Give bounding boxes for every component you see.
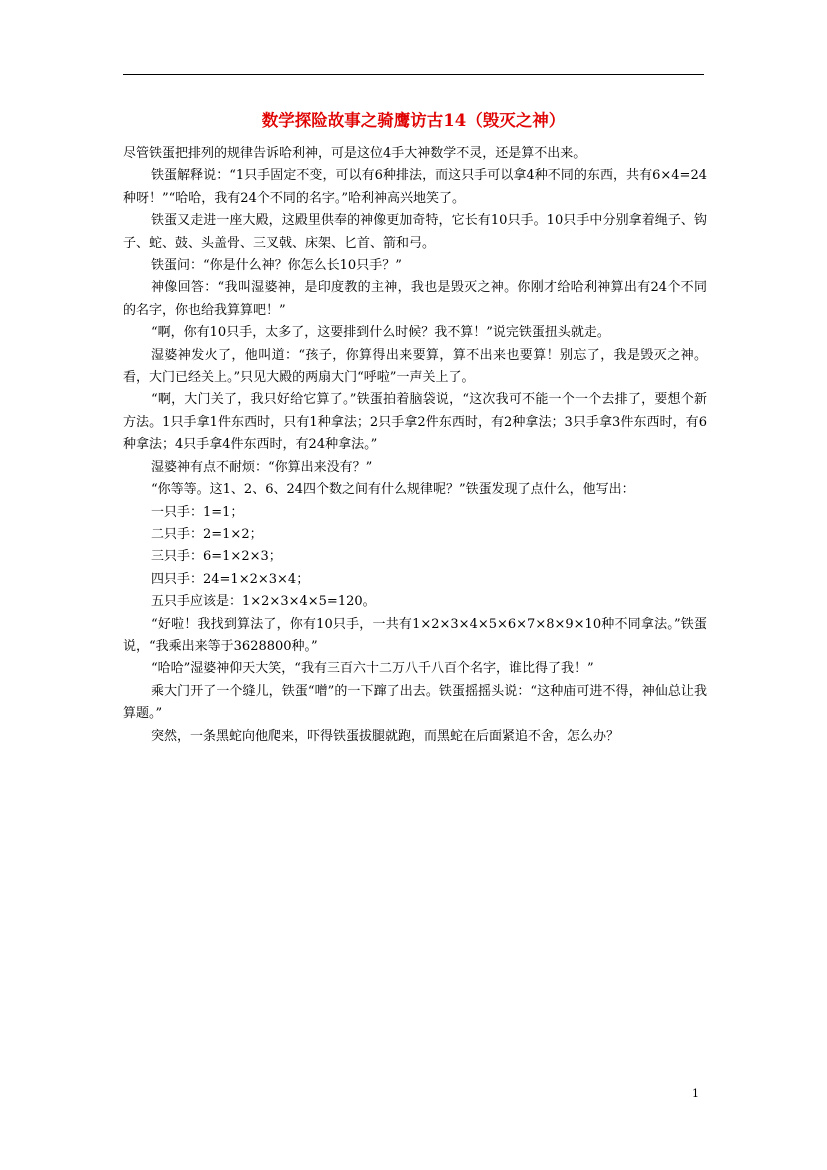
formula-line: 五只手应该是：1×2×3×4×5=120。 [151,594,376,610]
document-body [123,143,707,748]
paragraph: 铁蛋解释说：“1只手固定不变，可以有6种排法，而这只手可以拿4种不同的东西，共有6×4=24种呀！”“哈哈，我有24个不同的名字。”哈利神高兴地笑了。 [123,168,707,206]
paragraph: 铁蛋又走进一座大殿，这殿里供奉的神像更加奇特，它长有10只手。10只手中分别拿着绳子、钩子、蛇、鼓、头盖骨、三叉戟、床架、匕首、箭和弓。 [123,213,707,251]
paragraph: 神像回答：“我叫湿婆神，是印度教的主神，我也是毁灭之神。你刚才给哈利神算出有24个不同的名字，你也给我算算吧！” [123,280,707,318]
paragraph: “啊，大门关了，我只好给它算了。”铁蛋拍着脑袋说，“这次我可不能一个一个去排了，要想个新方法。1只手拿1件东西时，只有1种拿法；2只手拿2件东西时，有2种拿法；3只手拿3件东西时，有6种拿法；4只手拿4件东西时，有24种拿法。” [123,392,707,453]
paragraph: 尽管铁蛋把排列的规律告诉哈利神，可是这位4手大神数学不灵，还是算不出来。 [123,146,587,161]
paragraph: “啊，你有10只手，太多了，这要排到什么时候？我不算！”说完铁蛋扭头就走。 [151,325,610,341]
paragraph: “哈哈”湿婆神仰天大笑，“我有三百六十二万八千八百个名字，谁比得了我！” [151,661,594,677]
page-number: 1 [692,1087,699,1100]
paragraph: “好啦！我找到算法了，你有10只手，一共有1×2×3×4×5×6×7×8×9×10种不同拿法。”铁蛋说，“我乘出来等于3628800种。” [123,616,707,654]
paragraph: 突然，一条黑蛇向他爬来，吓得铁蛋拔腿就跑，而黑蛇在后面紧追不舍，怎么办？ [151,728,620,744]
paragraph: 乘大门开了一个缝儿，铁蛋“噌”的一下蹿了出去。铁蛋摇摇头说：“这种庙可进不得，神仙总让我算题。” [123,683,707,722]
paragraph: 湿婆神发火了，他叫道：“孩子，你算得出来要算，算不出来也要算！别忘了，我是毁灭之神。看，大门已经关上。”只见大殿的两扇大门“呼啦”一声关上了。 [123,347,707,386]
formula-line: 四只手：24=1×2×3×4； [151,571,310,587]
formula-line: 一只手：1=1； [151,504,244,520]
paragraph: 湿婆神有点不耐烦：“你算出来没有？” [151,459,373,475]
paragraph: 铁蛋问：“你是什么神？你怎么长10只手？” [151,258,402,274]
formula-line: 三只手：6=1×2×3； [151,549,282,565]
paragraph: “你等等。这1、2、6、24四个数之间有什么规律呢？”铁蛋发现了点什么，他写出： [151,482,635,498]
formula-line: 二只手：2=1×2； [151,526,263,542]
document-title: 数学探险故事之骑鹰访古14（毁灭之神） [261,111,566,130]
header-rule [123,74,704,75]
